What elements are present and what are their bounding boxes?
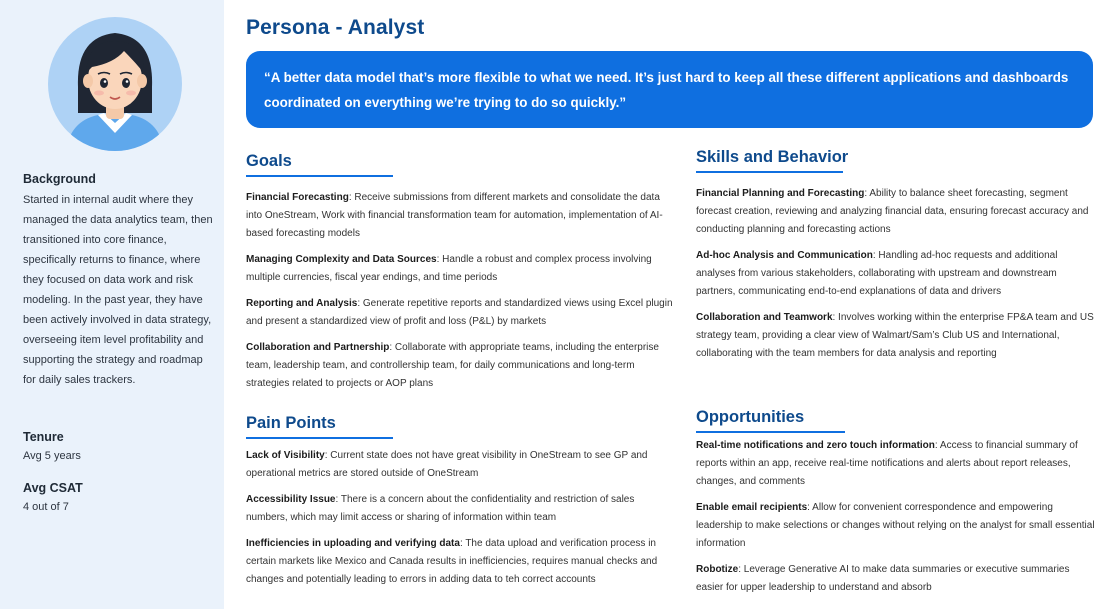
page-title: Persona - Analyst xyxy=(246,16,425,39)
skills-heading: Skills and Behavior xyxy=(696,148,849,166)
goals-heading: Goals xyxy=(246,152,292,170)
csat-section xyxy=(23,481,213,517)
pain-points-heading: Pain Points xyxy=(246,414,336,432)
opportunity-item: Robotize: Leverage Generative AI to make data summaries or executive summaries easier for upper leadership to understand and absorb xyxy=(696,564,1070,593)
sidebar xyxy=(0,0,224,609)
skills-underline xyxy=(696,171,843,173)
goals-underline xyxy=(246,175,393,177)
goal-item: Collaboration and Partnership: Collaborate with appropriate teams, including the enterprise team, leadership team, and controllership team, for daily communications and long-term strategies related to projects or AOP plans xyxy=(246,342,659,389)
background-section xyxy=(23,172,213,390)
tenure-heading: Tenure xyxy=(23,430,64,444)
skill-item: Financial Planning and Forecasting: Ability to balance sheet forecasting, segment forecast creation, reviewing and analyzing financial data, ensuring forecast accuracy and conducting planning and forecasting actions xyxy=(696,188,1089,235)
tenure-section xyxy=(23,430,213,466)
opportunities-heading: Opportunities xyxy=(696,408,805,426)
goal-item: Financial Forecasting: Receive submissions from different markets and consolidate the data into OneStream, Work with financial transformation team for automation, implementation of AI-based forecasting models xyxy=(246,192,663,239)
pain-point-item: Accessibility Issue: There is a concern about the confidentiality and restriction of sales numbers, which may limit access or sharing of information within team xyxy=(246,494,635,523)
persona-quote: “A better data model that’s more flexible to what we need. It’s just hard to keep all these different applications and dashboards coordinated on everything we’re trying to do so quickly.” xyxy=(246,51,1093,128)
persona-illustration xyxy=(48,17,182,151)
opportunities-underline xyxy=(696,431,845,433)
background-text: Started in internal audit where they managed the data analytics team, then transitioned into core finance, specifically returns to finance, where they focused on data work and risk modeling. In the past year, they have been actively involved in data strategy, overseeing item level profitability and supporting the strategy and roadmap for daily sales trackers. xyxy=(23,194,213,386)
opportunities-section xyxy=(696,408,1096,597)
pain-point-item: Lack of Visibility: Current state does not have great visibility in OneStream to see GP and operational metrics are stored outside of OneStream xyxy=(246,450,648,479)
opportunity-item: Real-time notifications and zero touch information: Access to financial summary of reports within an app, receive real-time notifications and alerts about report releases, changes, and comments xyxy=(696,440,1078,487)
pain-points-section xyxy=(246,414,676,589)
pain-point-item: Inefficiencies in uploading and verifying data: The data upload and verification process in certain markets like Mexico and Canada results in inefficiencies, requires manual checks and changes and potentially leading to errors in adding data to teh correct accounts xyxy=(246,538,658,585)
csat-value: 4 out of 7 xyxy=(23,501,69,513)
persona-avatar xyxy=(48,17,182,151)
tenure-value: Avg 5 years xyxy=(23,450,81,462)
background-heading: Background xyxy=(23,172,96,186)
skills-section xyxy=(696,148,1096,363)
skill-item: Collaboration and Teamwork: Involves working within the enterprise FP&A team and US strategy team, providing a clear view of Walmart/Sam’s Club US and International, collaborating with the team members for data analysis and reporting xyxy=(696,312,1094,359)
opportunity-item: Enable email recipients: Allow for convenient correspondence and empowering leadership to make selections or changes without relying on the analyst for small essential information xyxy=(696,502,1095,549)
goal-item: Managing Complexity and Data Sources: Handle a robust and complex process involving multiple currencies, fiscal year endings, and time periods xyxy=(246,254,652,283)
goals-section xyxy=(246,152,676,393)
csat-heading: Avg CSAT xyxy=(23,481,83,495)
pain-points-underline xyxy=(246,437,393,439)
goal-item: Reporting and Analysis: Generate repetitive reports and standardized views using Excel plugin and present a standardized view of profit and loss (P&L) by markets xyxy=(246,298,673,327)
skill-item: Ad-hoc Analysis and Communication: Handling ad-hoc requests and additional analyses from various stakeholders, collaborating with upstream and downstream partners, communicating end-to-end explanations of data and drivers xyxy=(696,250,1058,297)
